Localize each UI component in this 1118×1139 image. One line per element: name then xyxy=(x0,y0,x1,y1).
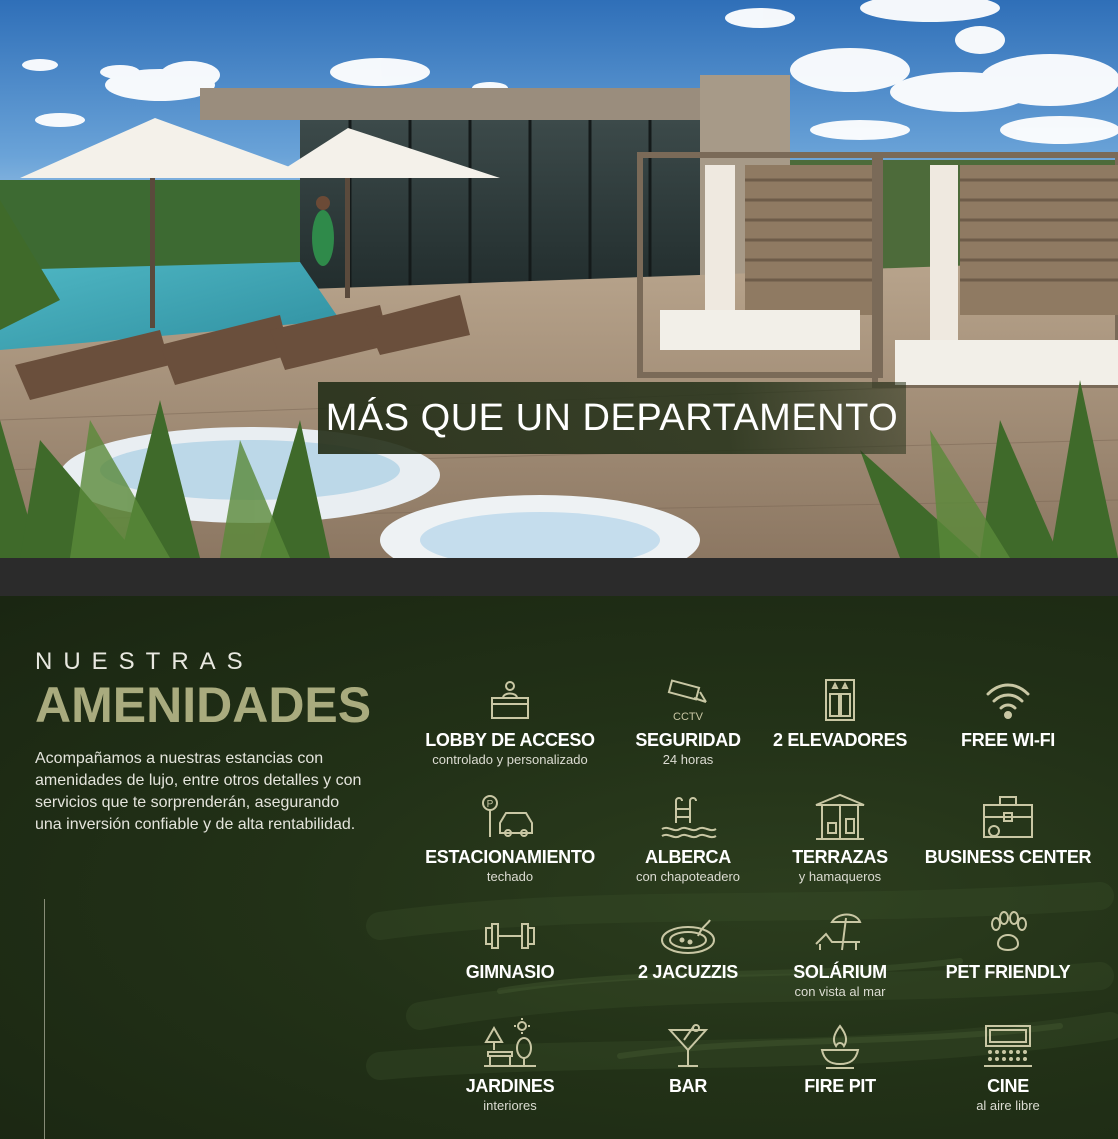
section-heading: AMENIDADES xyxy=(35,677,372,733)
hero-image xyxy=(0,0,1118,558)
amenity-sub: con vista al mar xyxy=(794,984,886,999)
amenities-grid xyxy=(0,596,1118,1139)
amenity-label: FIRE PIT xyxy=(804,1076,876,1096)
pool-icon xyxy=(658,793,718,841)
amenity-label: TERRAZAS xyxy=(792,847,888,867)
section-kicker: NUESTRAS xyxy=(35,648,254,675)
amenity-label: FREE WI-FI xyxy=(961,730,1055,750)
lobby-icon xyxy=(486,676,534,724)
fire-pit-icon xyxy=(816,1024,864,1070)
elevator-icon xyxy=(816,676,864,724)
amenity-item xyxy=(415,676,605,767)
amenity-label: SEGURIDAD xyxy=(635,730,741,750)
svg-text:P: P xyxy=(486,799,494,810)
cinema-icon xyxy=(980,1024,1036,1070)
amenity-item xyxy=(415,916,605,984)
amenity-sub: techado xyxy=(486,869,534,884)
amenity-label: SOLÁRIUM xyxy=(793,962,887,982)
amenity-item xyxy=(913,793,1103,869)
dumbbell-icon xyxy=(480,916,540,956)
amenity-sub: con chapoteadero xyxy=(635,869,741,884)
amenity-label: CINE xyxy=(987,1076,1029,1096)
terrace-icon xyxy=(812,793,868,841)
amenity-item xyxy=(745,1024,935,1098)
amenity-label: ESTACIONAMIENTO xyxy=(425,847,595,867)
amenity-sub: al aire libre xyxy=(976,1098,1040,1113)
amenity-label: 2 ELEVADORES xyxy=(772,730,908,750)
paw-icon xyxy=(984,910,1032,956)
section-divider xyxy=(0,558,1118,596)
hero-title: MÁS QUE UN DEPARTAMENTO xyxy=(325,396,899,439)
amenities-section xyxy=(0,596,1118,1139)
amenity-item xyxy=(745,910,935,999)
amenity-label: JARDINES xyxy=(465,1076,555,1096)
sunbed-icon xyxy=(812,910,868,956)
cctv-icon-text: CCTV xyxy=(673,711,703,723)
wifi-icon xyxy=(984,676,1032,724)
garden-icon xyxy=(482,1018,538,1070)
parking-icon xyxy=(480,793,540,841)
rooftop-pool-render xyxy=(0,0,1118,558)
jacuzzi-icon xyxy=(658,916,718,956)
section-description: Acompañamos a nuestras estancias con amenidades de lujo, entre otros detalles y con servicios que te sorprenderán, asegurando una inversión confiable y de alta rentabilidad. xyxy=(35,750,362,833)
amenity-item xyxy=(745,676,935,752)
amenity-item xyxy=(745,793,935,884)
amenity-label: PET FRIENDLY xyxy=(945,962,1071,982)
amenity-label: BUSINESS CENTER xyxy=(924,847,1092,867)
amenity-item xyxy=(415,1018,605,1113)
amenity-label: 2 JACUZZIS xyxy=(637,962,739,982)
amenity-item xyxy=(415,793,605,884)
amenity-label: BAR xyxy=(668,1076,708,1096)
amenity-item xyxy=(913,910,1103,984)
amenity-item xyxy=(913,1024,1103,1113)
amenity-sub: interiores xyxy=(483,1098,537,1113)
amenity-label: LOBBY DE ACCESO xyxy=(425,730,595,750)
amenity-label: GIMNASIO xyxy=(465,962,555,982)
cocktail-icon xyxy=(664,1024,712,1070)
amenity-sub: y hamaqueros xyxy=(798,869,882,884)
amenity-sub: controlado y personalizado xyxy=(432,752,588,767)
briefcase-icon xyxy=(980,793,1036,841)
cctv-icon xyxy=(664,676,712,724)
amenity-item xyxy=(913,676,1103,752)
hero-banner xyxy=(318,382,906,454)
amenity-sub: 24 horas xyxy=(662,752,714,767)
amenity-label: ALBERCA xyxy=(645,847,731,867)
